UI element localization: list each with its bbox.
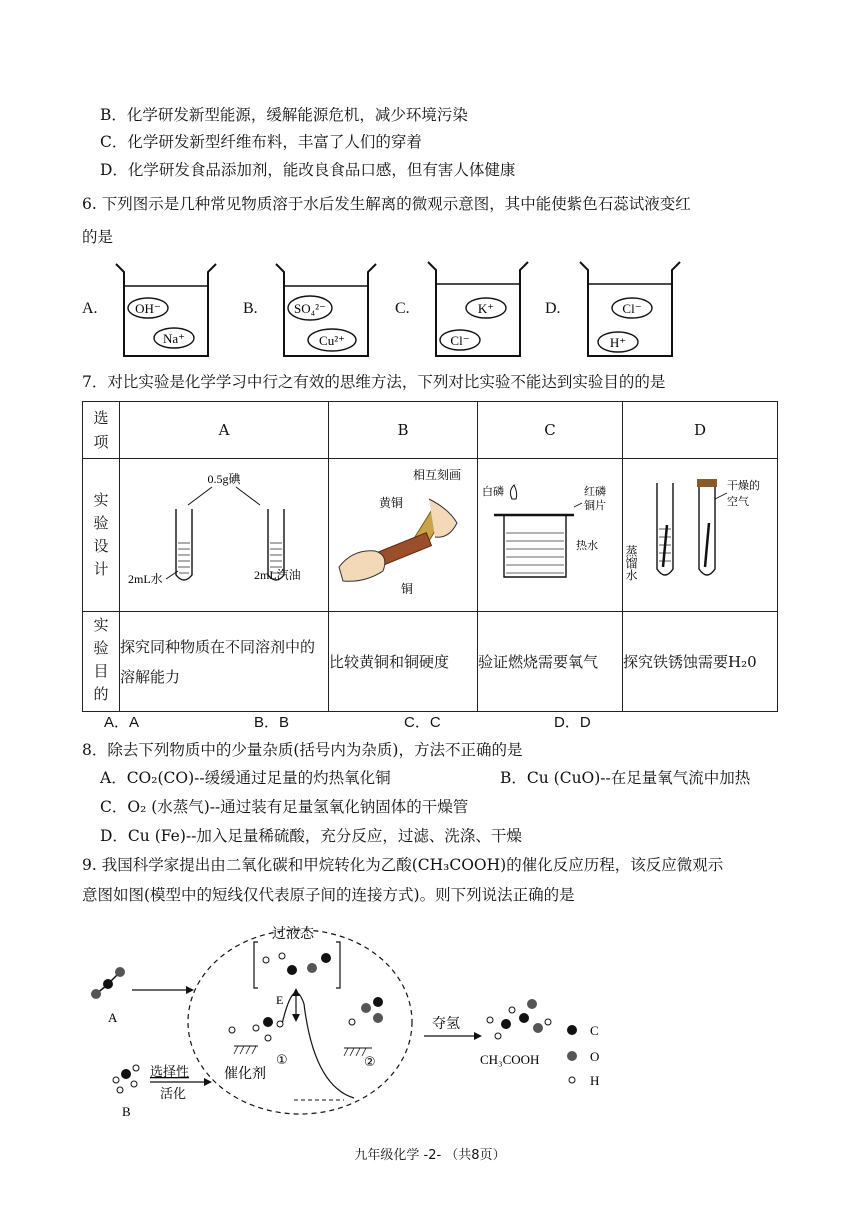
q7-experiment-table xyxy=(82,401,778,712)
q6-stem-line1: 6. 下列图示是几种常见物质溶于水后发生解离的微观示意图，其中能使紫色石蕊试液变红 xyxy=(82,195,691,213)
q6-beaker-c-label: C. xyxy=(395,300,410,317)
svg-text:蒸馏水: 蒸馏水 xyxy=(624,545,638,581)
q5-option-b: B．化学研发新型能源，缓解能源危机，减少环境污染 xyxy=(100,106,468,124)
table-row xyxy=(83,459,778,612)
q6-beaker-c xyxy=(424,258,532,362)
q6-beaker-a xyxy=(112,260,220,362)
ion-cu: Cu²⁺ xyxy=(319,333,345,348)
q6-beaker-b xyxy=(272,260,380,362)
svg-text:催化剂: 催化剂 xyxy=(224,1066,266,1082)
svg-text:选择性: 选择性 xyxy=(150,1065,190,1080)
ion-oh: OH⁻ xyxy=(135,301,161,316)
svg-text:0.5g碘: 0.5g碘 xyxy=(207,472,241,486)
q5-option-d: D．化学研发食品添加剂，能改良食品口感，但有害人体健康 xyxy=(100,161,516,179)
column-b: B xyxy=(329,402,478,459)
column-a: A xyxy=(120,402,329,459)
ion-so4: SO₄²⁻ xyxy=(294,301,326,316)
ion-cl: Cl⁻ xyxy=(622,301,642,316)
svg-text:热水: 热水 xyxy=(576,539,598,552)
svg-text:H: H xyxy=(590,1073,600,1088)
answer-a[interactable]: A．A xyxy=(104,714,140,731)
svg-text:②: ② xyxy=(364,1055,376,1070)
header-option: 选项 xyxy=(83,402,120,459)
purpose-c: 验证燃烧需要氧气 xyxy=(478,612,623,712)
q6-beaker-d xyxy=(576,258,684,362)
svg-text:铜: 铜 xyxy=(401,582,414,596)
design-b xyxy=(329,459,478,612)
table-row xyxy=(83,612,778,712)
table-row xyxy=(83,402,778,459)
q9-stem-line1: 9. 我国科学家提出由二氧化碳和甲烷转化为乙酸(CH₃COOH)的催化反应历程，该反应微观示 xyxy=(82,856,724,874)
q8-option-d: D．Cu (Fe)--加入足量稀硫酸，充分反应，过滤、洗涤、干燥 xyxy=(100,827,522,845)
svg-text:B: B xyxy=(122,1104,131,1119)
ion-cl: Cl⁻ xyxy=(450,333,470,348)
svg-text:空气: 空气 xyxy=(727,495,749,508)
design-c xyxy=(478,459,623,612)
q8-stem: 8．除去下列物质中的少量杂质(括号内为杂质)，方法不正确的是 xyxy=(82,741,523,759)
q9-reaction-diagram xyxy=(82,918,722,1130)
design-a xyxy=(120,459,329,612)
column-c: C xyxy=(478,402,623,459)
svg-text:干燥的: 干燥的 xyxy=(727,479,760,492)
header-design: 实验设计 xyxy=(83,459,120,612)
svg-text:C: C xyxy=(590,1023,599,1038)
purpose-a: 探究同种物质在不同溶剂中的溶解能力 xyxy=(120,612,329,712)
q7-stem: 7．对比实验是化学学习中行之有效的思维方法，下列对比实验不能达到实验目的的是 xyxy=(82,373,666,391)
svg-text:铜片: 铜片 xyxy=(584,499,606,512)
svg-text:2mL汽油: 2mL汽油 xyxy=(254,568,301,582)
design-d-figure xyxy=(623,459,777,607)
ion-na: Na⁺ xyxy=(162,331,186,346)
design-a-figure xyxy=(120,459,328,607)
svg-text:O: O xyxy=(590,1049,600,1064)
column-d: D xyxy=(623,402,778,459)
ion-k: K⁺ xyxy=(477,301,495,316)
oxygen-atom xyxy=(91,989,101,999)
svg-text:黄铜: 黄铜 xyxy=(379,496,404,510)
design-c-figure xyxy=(478,459,622,607)
svg-text:过液态: 过液态 xyxy=(272,926,314,942)
svg-text:红磷: 红磷 xyxy=(584,485,606,498)
q8-option-c: C．O₂ (水蒸气)--通过装有足量氢氧化钠固体的干燥管 xyxy=(100,798,469,816)
svg-text:A: A xyxy=(108,1010,118,1025)
purpose-d: 探究铁锈蚀需要H₂0 xyxy=(623,612,778,712)
design-b-figure xyxy=(329,459,477,607)
q5-option-c: C．化学研发新型纤维布料，丰富了人们的穿着 xyxy=(100,133,422,151)
q8-option-b: B．Cu (CuO)--在足量氧气流中加热 xyxy=(500,769,751,787)
design-d xyxy=(623,459,778,612)
page-footer: 九年级化学 -2- （共8页） xyxy=(354,1148,506,1163)
svg-text:相互刻画: 相互刻画 xyxy=(413,468,462,482)
purpose-b: 比较黄铜和铜硬度 xyxy=(329,612,478,712)
svg-text:E: E xyxy=(276,993,284,1007)
q7-answer-options xyxy=(104,711,704,732)
q6-stem-line2: 的是 xyxy=(82,228,114,246)
svg-text:活化: 活化 xyxy=(160,1087,187,1102)
q6-beaker-a-label: A. xyxy=(82,300,98,317)
answer-c[interactable]: C．C xyxy=(404,714,441,731)
svg-text:①: ① xyxy=(276,1053,288,1068)
carbon-atom xyxy=(103,979,113,989)
answer-d[interactable]: D．D xyxy=(554,714,591,731)
svg-text:夺氢: 夺氢 xyxy=(432,1016,460,1032)
header-purpose: 实验目的 xyxy=(83,612,120,712)
q8-option-a: A．CO₂(CO)--缓缓通过足量的灼热氧化铜 xyxy=(100,769,391,787)
oxygen-atom xyxy=(115,967,125,977)
q6-beaker-d-label: D. xyxy=(545,300,561,317)
answer-b[interactable]: B．B xyxy=(254,714,290,731)
svg-text:CH₃COOH: CH₃COOH xyxy=(480,1052,540,1067)
svg-text:2mL水: 2mL水 xyxy=(128,572,163,586)
ion-h: H⁺ xyxy=(609,335,627,350)
svg-text:白磷: 白磷 xyxy=(482,485,504,498)
q6-beaker-b-label: B. xyxy=(243,300,258,317)
q9-stem-line2: 意图如图(模型中的短线仅代表原子间的连接方式)。则下列说法正确的是 xyxy=(82,886,575,904)
